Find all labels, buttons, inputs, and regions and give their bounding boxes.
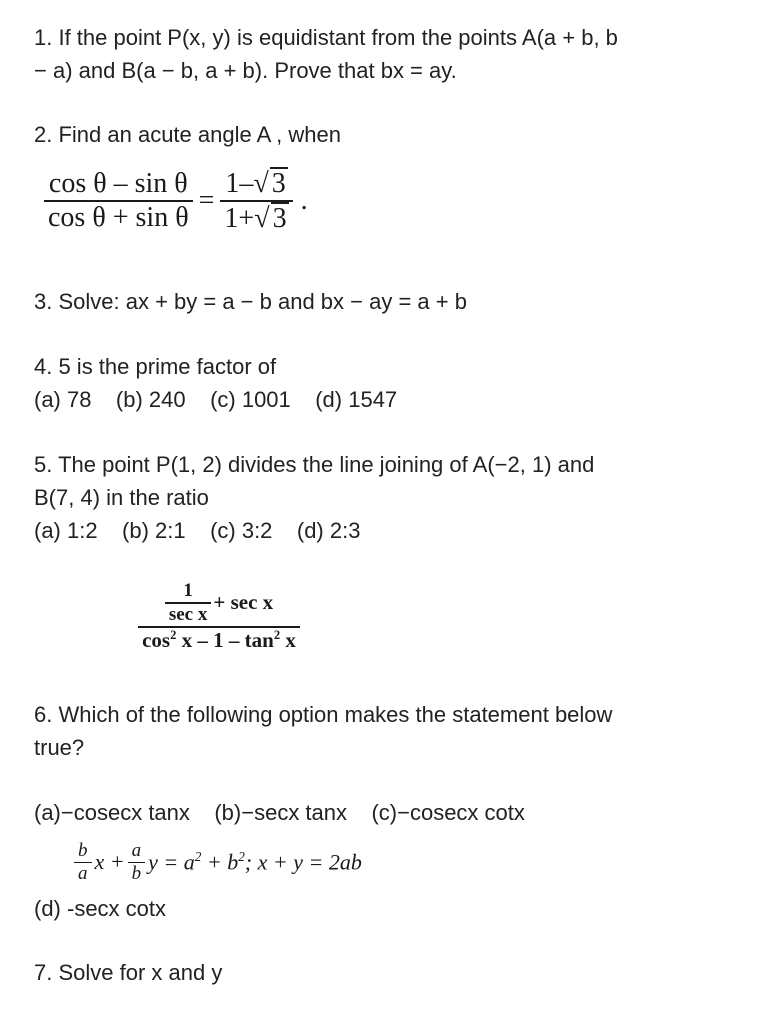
- den-end: x: [280, 627, 296, 652]
- question-4-options: (a) 78 (b) 240 (c) 1001 (d) 1547: [34, 387, 398, 412]
- rhs-fraction: [220, 167, 292, 235]
- question-3-text: 3. Solve: ax + by = a − b and bx − ay = a + b: [34, 289, 467, 314]
- question-6-option-d: (d) -secx cotx: [34, 896, 167, 921]
- question-6-line-1: 6. Which of the following option makes the statement below: [34, 702, 613, 727]
- main-fraction: [138, 580, 300, 653]
- lhs-numerator: cos θ – sin θ: [48, 168, 188, 199]
- den-cos: cos: [142, 627, 171, 652]
- sqrt-sign: √: [254, 203, 270, 234]
- inner-fraction: [165, 580, 212, 626]
- period: .: [300, 185, 308, 216]
- question-1-line-2: − a) and B(a − b, a + b). Prove that bx = ay.: [34, 58, 457, 83]
- rest-c: ; x + y = 2ab: [244, 849, 362, 875]
- fraction-a-over-b: [128, 840, 146, 885]
- rest-b: + b: [201, 849, 239, 875]
- frac-den: a: [78, 862, 88, 884]
- den-middle: x – 1 – tan: [176, 627, 274, 652]
- question-7-text: 7. Solve for x and y: [34, 960, 223, 985]
- rest-a: y = a: [148, 849, 195, 875]
- trig-expression-image: [34, 568, 404, 664]
- question-6-options: (a)−cosecx tanx (b)−secx tanx (c)−cosecx cotx: [34, 800, 525, 825]
- frac-den: b: [131, 862, 142, 884]
- main-denominator: [138, 628, 300, 653]
- sqrt-sign: √: [253, 168, 269, 199]
- inner-numerator: 1: [183, 579, 193, 601]
- rhs-denominator: [220, 202, 292, 235]
- sqrt-argument: 3: [272, 203, 287, 234]
- question-2-text: 2. Find an acute angle A , when: [34, 122, 342, 147]
- frac-num: a: [131, 839, 142, 861]
- frac-num: b: [78, 839, 88, 861]
- rhs-den-prefix: 1+: [224, 203, 255, 234]
- den-sup: 2: [273, 627, 281, 642]
- inner-denominator: sec x: [168, 603, 208, 625]
- question-6-line-2: true?: [34, 735, 85, 760]
- main-numerator: [161, 580, 277, 626]
- linear-equation-image: [74, 830, 484, 894]
- equals-sign: =: [198, 185, 215, 216]
- question-4-text: 4. 5 is the prime factor of: [34, 354, 277, 379]
- fraction-b-over-a: [74, 840, 92, 885]
- rest-sup: 2: [194, 848, 202, 864]
- question-5-options: (a) 1:2 (b) 2:1 (c) 3:2 (d) 2:3: [34, 518, 361, 543]
- den-sup: 2: [170, 627, 177, 642]
- question-1-line-1: 1. If the point P(x, y) is equidistant from the points A(a + b, b: [34, 25, 618, 50]
- question-5-line-2: B(7, 4) in the ratio: [34, 485, 209, 510]
- plus-sec-x: + sec x: [213, 590, 274, 614]
- lhs-fraction: [44, 168, 193, 234]
- rhs-numerator: [221, 167, 291, 200]
- angle-equation-image: [44, 152, 384, 250]
- question-5-line-1: 5. The point P(1, 2) divides the line joining of A(−2, 1) and: [34, 452, 595, 477]
- equation-rest: [148, 849, 362, 875]
- x-plus: x +: [94, 849, 125, 874]
- rhs-num-prefix: 1–: [225, 168, 254, 199]
- sqrt-argument: 3: [271, 168, 286, 199]
- lhs-denominator: cos θ + sin θ: [48, 202, 189, 233]
- rest-sup: 2: [238, 848, 245, 864]
